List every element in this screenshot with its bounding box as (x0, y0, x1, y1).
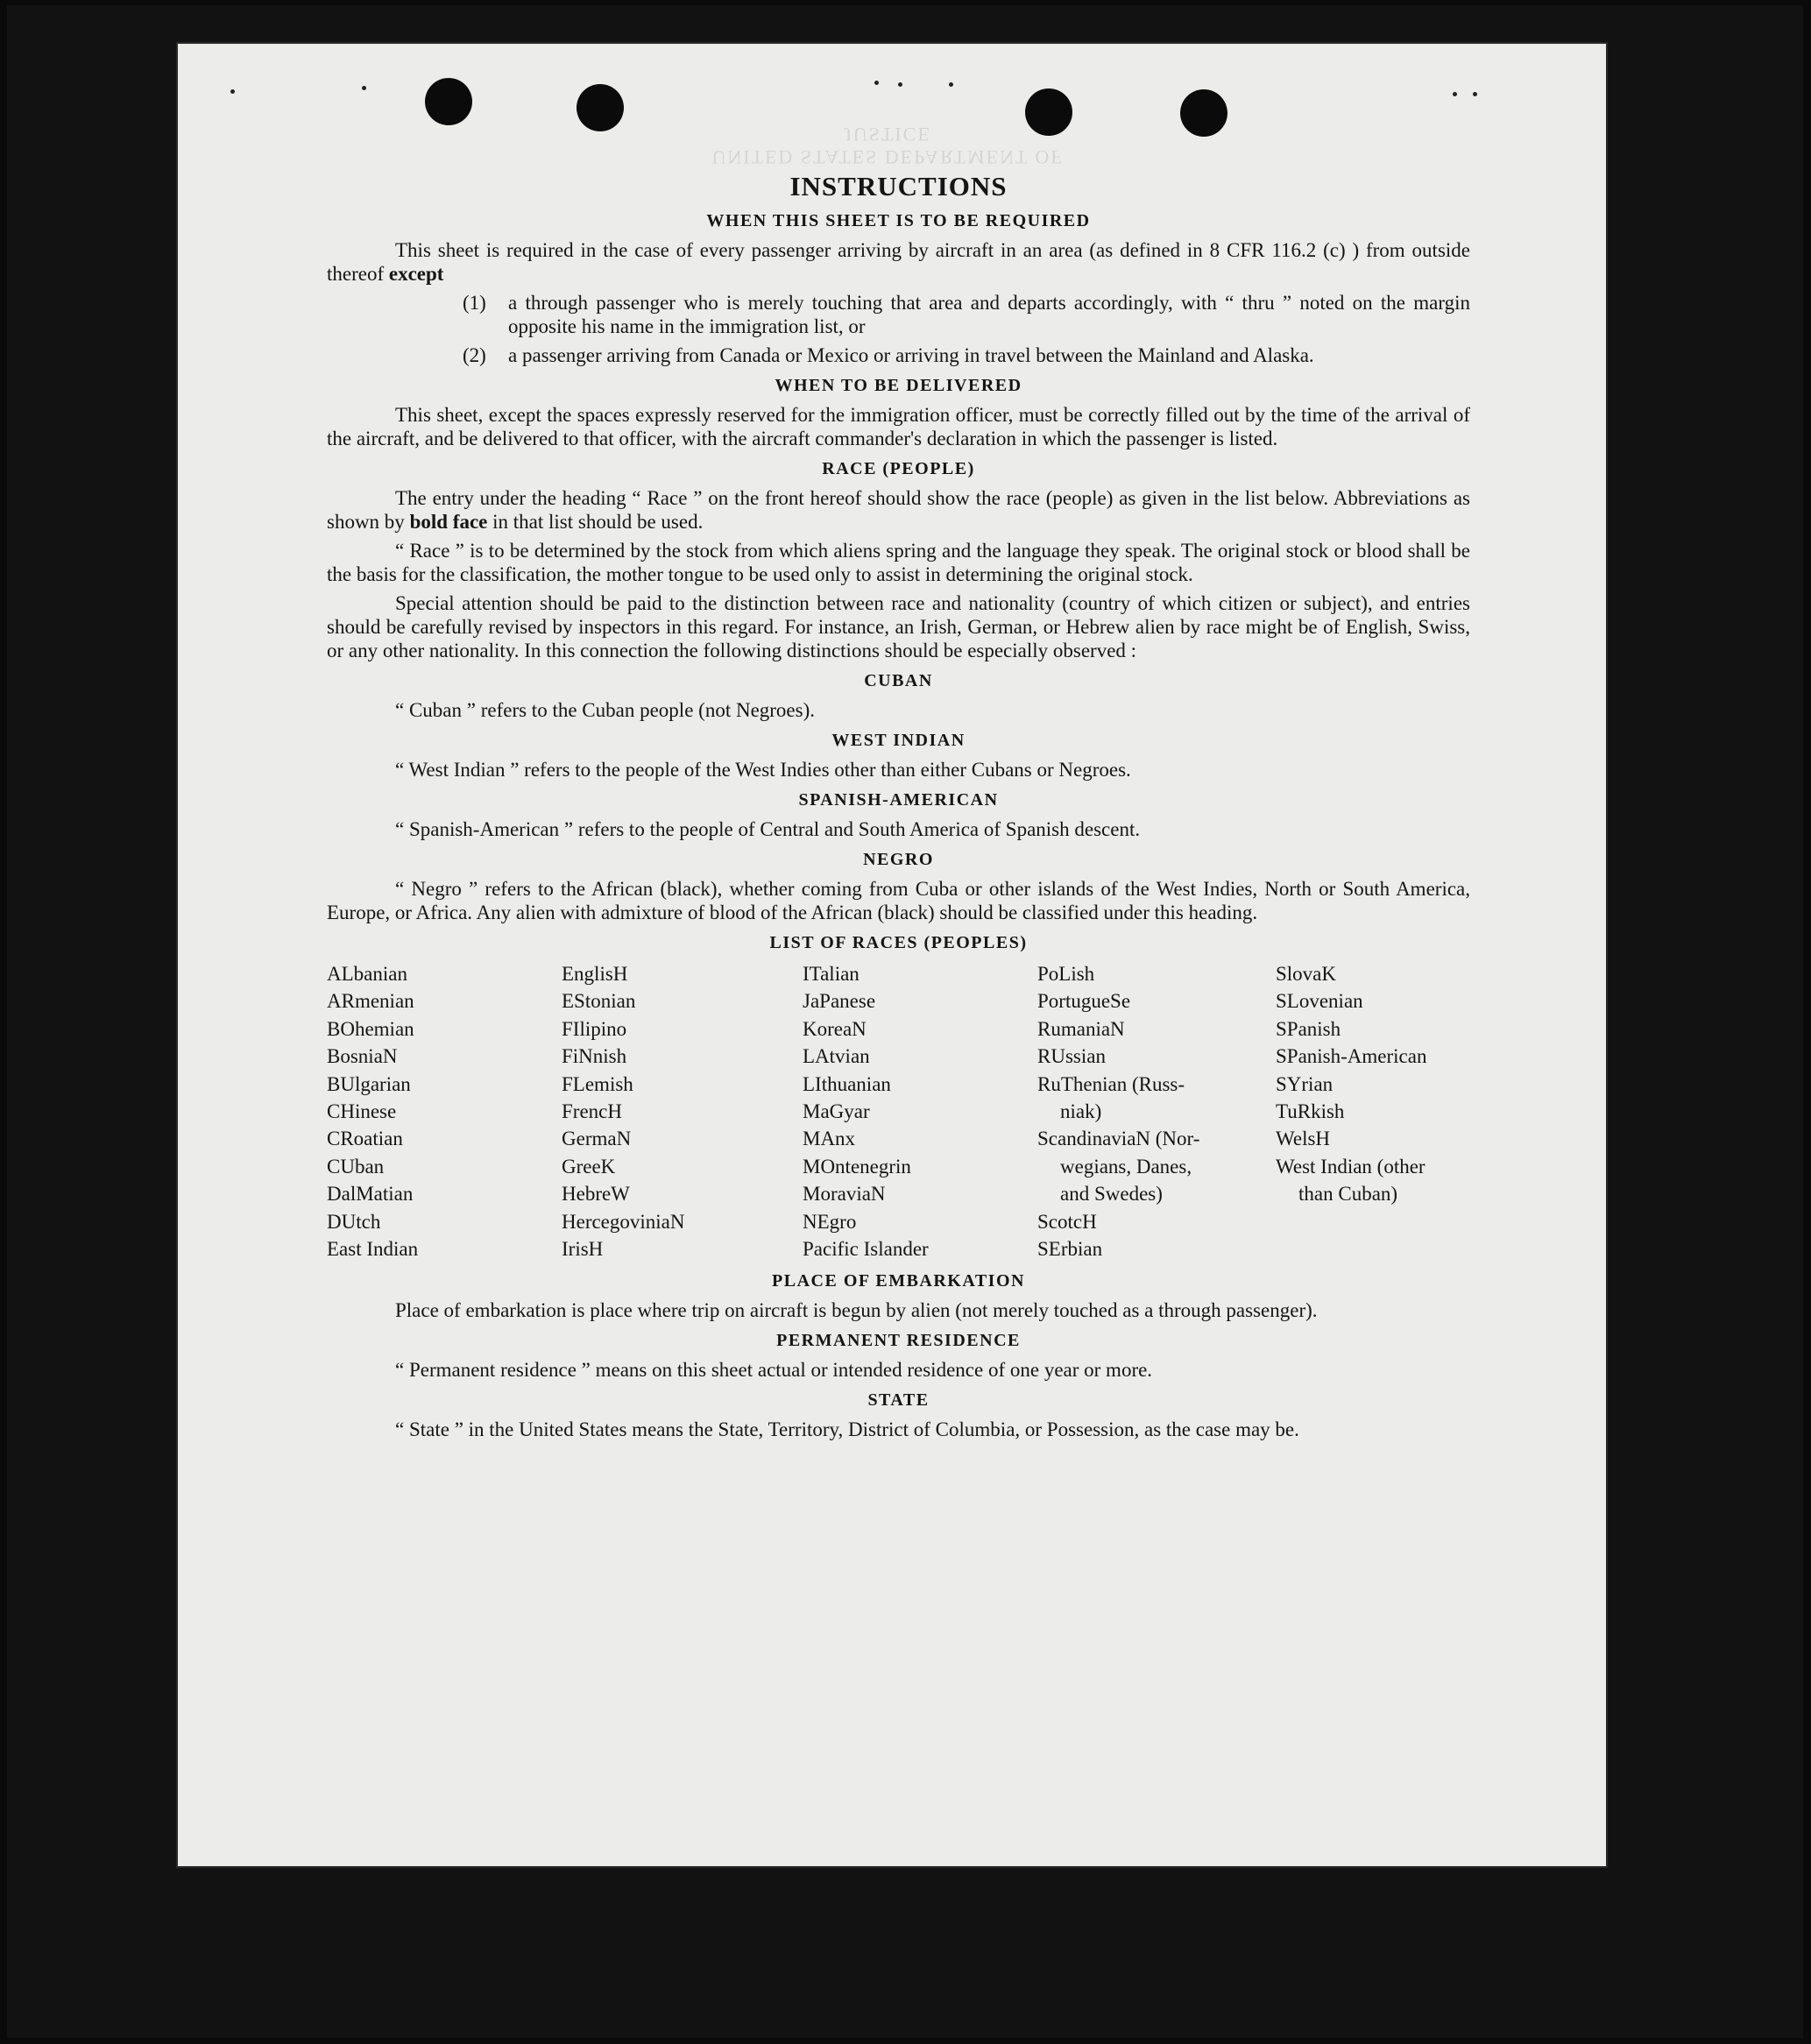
race-entry: BosniaN (327, 1045, 398, 1068)
race-entry: HebreW (562, 1183, 630, 1206)
race-entry: CRoatian (327, 1128, 403, 1150)
race-entry: FiNnish (562, 1045, 627, 1068)
race-entry: ITalian (803, 963, 860, 985)
race-entry: RUssian (1037, 1045, 1106, 1068)
race-entry: HercegoviniaN (562, 1210, 685, 1233)
race-entry: DUtch (327, 1210, 381, 1233)
punch-hole (577, 84, 624, 131)
speck (1473, 92, 1477, 96)
paragraph-spanish-american: “ Spanish-American ” refers to the people of Central and South America of Spanish descent. (395, 818, 1141, 840)
punch-hole (1180, 89, 1227, 137)
race-entry: BOhemian (327, 1017, 414, 1040)
race-entry: GreeK (562, 1155, 616, 1178)
race-entry: BUlgarian (327, 1072, 411, 1095)
document-page (178, 44, 1606, 1866)
races-column (327, 960, 562, 1262)
race-entry: CHinese (327, 1100, 397, 1123)
race-entry: FIlipino (562, 1017, 627, 1040)
races-column (562, 960, 803, 1262)
race-entry: LIthuanian (803, 1072, 891, 1095)
race-entry: KoreaN (803, 1017, 867, 1040)
exception-item (463, 343, 1470, 367)
race-entry: SErbian (1037, 1238, 1103, 1261)
heading-spanish-american: SPANISH-AMERICAN (798, 790, 999, 810)
race-entry: FrencH (562, 1100, 622, 1123)
bleedthrough-text: UNITED STATES DEPARTMENT OF JUSTICE (711, 124, 1064, 168)
race-entry: GermaN (562, 1128, 632, 1150)
race-entry: SYrian (1276, 1072, 1333, 1095)
heading-permanent-residence: PERMANENT RESIDENCE (776, 1331, 1021, 1351)
races-column (803, 960, 1037, 1262)
races-column (1276, 960, 1470, 1262)
item-number: (2) (463, 344, 486, 366)
race-entry: East Indian (327, 1238, 419, 1261)
race-entry: PoLish (1037, 963, 1095, 985)
race-entry: ALbanian (327, 963, 407, 985)
race-entry: ScotcH (1037, 1210, 1097, 1233)
race-entry: MoraviaN (803, 1183, 886, 1206)
race-entry: PortugueSe (1037, 990, 1131, 1013)
races-column (1037, 960, 1276, 1262)
speck (898, 82, 902, 87)
heading-when-delivered: WHEN TO BE DELIVERED (775, 376, 1022, 395)
race-entry: SPanish (1276, 1017, 1341, 1040)
race-entry: RumaniaN (1037, 1017, 1125, 1040)
race-entry: Pacific Islander (803, 1238, 929, 1261)
heading-negro: NEGRO (863, 850, 934, 869)
heading-races-list: LIST OF RACES (PEOPLES) (769, 933, 1028, 952)
speck (1453, 92, 1457, 96)
heading-race: RACE (PEOPLE) (822, 459, 975, 478)
race-entry: and Swedes) (1060, 1183, 1163, 1206)
race-entry: wegians, Danes, (1060, 1155, 1192, 1178)
race-entry: LAtvian (803, 1045, 870, 1068)
race-entry: EStonian (562, 990, 636, 1013)
speck (874, 81, 879, 85)
paragraph-race-1: The entry under the heading “ Race ” on the front hereof should show the race (people) as given in the list below. Abbreviations as shown by bold face in that list should be used. (327, 487, 1470, 533)
speck (362, 86, 366, 90)
page-title: INSTRUCTIONS (789, 171, 1008, 202)
exception-item (463, 291, 1470, 338)
speck (949, 82, 953, 87)
race-entry: MOntenegrin (803, 1155, 911, 1178)
heading-embarkation: PLACE OF EMBARKATION (772, 1271, 1025, 1291)
race-entry: JaPanese (803, 990, 876, 1013)
paragraph-negro: “ Negro ” refers to the African (black), whether coming from Cuba or other islands of the West Indies, North or South America, Europe, or Africa. Any alien with admixture of blood of the African (black) should be classified under this heading. (327, 878, 1470, 923)
item-text: a passenger arriving from Canada or Mexico or arriving in travel between the Mainland and Alaska. (508, 344, 1314, 366)
paragraph-when-required: This sheet is required in the case of every passenger arriving by aircraft in an area (as defined in 8 CFR 116.2 (c) ) from outside thereof except (327, 239, 1470, 285)
race-entry: SlovaK (1276, 963, 1336, 985)
race-entry: EnglisH (562, 963, 628, 985)
race-entry: ScandinaviaN (Nor- (1037, 1128, 1200, 1150)
race-entry: IrisH (562, 1238, 604, 1261)
race-entry: MAnx (803, 1128, 856, 1150)
race-entry: WelsH (1276, 1128, 1331, 1150)
race-entry: FLemish (562, 1072, 633, 1095)
paragraph-state: “ State ” in the United States means the State, Territory, District of Columbia, or Possession, as the case may be. (395, 1418, 1299, 1441)
race-entry: MaGyar (803, 1100, 870, 1123)
paragraph-race-3: Special attention should be paid to the distinction between race and nationality (country of which citizen or subject), and entries should be carefully revised by inspectors in this regard. For instance, an Irish, German, or Hebrew alien by race might be of English, Swiss, or any other nationality. In this connection the following distinctions should be especially observed : (327, 592, 1470, 661)
item-number: (1) (463, 292, 486, 314)
instructions-body (327, 171, 1470, 1446)
race-entry: RuThenian (Russ- (1037, 1072, 1185, 1095)
heading-cuban: CUBAN (864, 671, 933, 690)
paragraph-when-delivered: This sheet, except the spaces expressly reserved for the immigration officer, must be correctly filled out by the time of the arrival of the aircraft, and be delivered to that officer, with the aircraft commander's declaration in which the passenger is listed. (327, 404, 1470, 449)
race-entry: West Indian (other (1276, 1155, 1425, 1178)
race-entry: SPanish-American (1276, 1045, 1427, 1068)
race-entry: NEgro (803, 1210, 857, 1233)
paragraph-west-indian: “ West Indian ” refers to the people of the West Indies other than either Cubans or Negroes. (395, 759, 1131, 781)
races-list (327, 960, 1470, 1262)
heading-west-indian: WEST INDIAN (831, 731, 966, 750)
item-text: a through passenger who is merely touching that area and departs accordingly, with “ thru ” noted on the margin opposite his name in the immigration list, or (508, 292, 1470, 337)
race-entry: ARmenian (327, 990, 414, 1013)
race-entry: SLovenian (1276, 990, 1363, 1013)
race-entry: than Cuban) (1298, 1183, 1398, 1206)
paragraph-cuban: “ Cuban ” refers to the Cuban people (not Negroes). (395, 699, 816, 721)
race-entry: DalMatian (327, 1183, 414, 1206)
race-entry: niak) (1060, 1100, 1102, 1123)
race-entry: CUban (327, 1155, 385, 1178)
paragraph-race-2: “ Race ” is to be determined by the stock from which aliens spring and the language they speak. The original stock or blood shall be the basis for the classification, the mother tongue to be used only to assist in determining the original stock. (327, 540, 1470, 585)
heading-state: STATE (867, 1390, 930, 1411)
race-entry: TuRkish (1276, 1100, 1345, 1123)
punch-hole (425, 78, 472, 125)
speck (230, 89, 235, 94)
paragraph-permanent-residence: “ Permanent residence ” means on this sheet actual or intended residence of one year or more. (395, 1359, 1153, 1382)
paragraph-embarkation: Place of embarkation is place where trip on aircraft is begun by alien (not merely touched as a through passenger). (395, 1299, 1318, 1322)
heading-when-required: WHEN THIS SHEET IS TO BE REQUIRED (706, 211, 1091, 230)
